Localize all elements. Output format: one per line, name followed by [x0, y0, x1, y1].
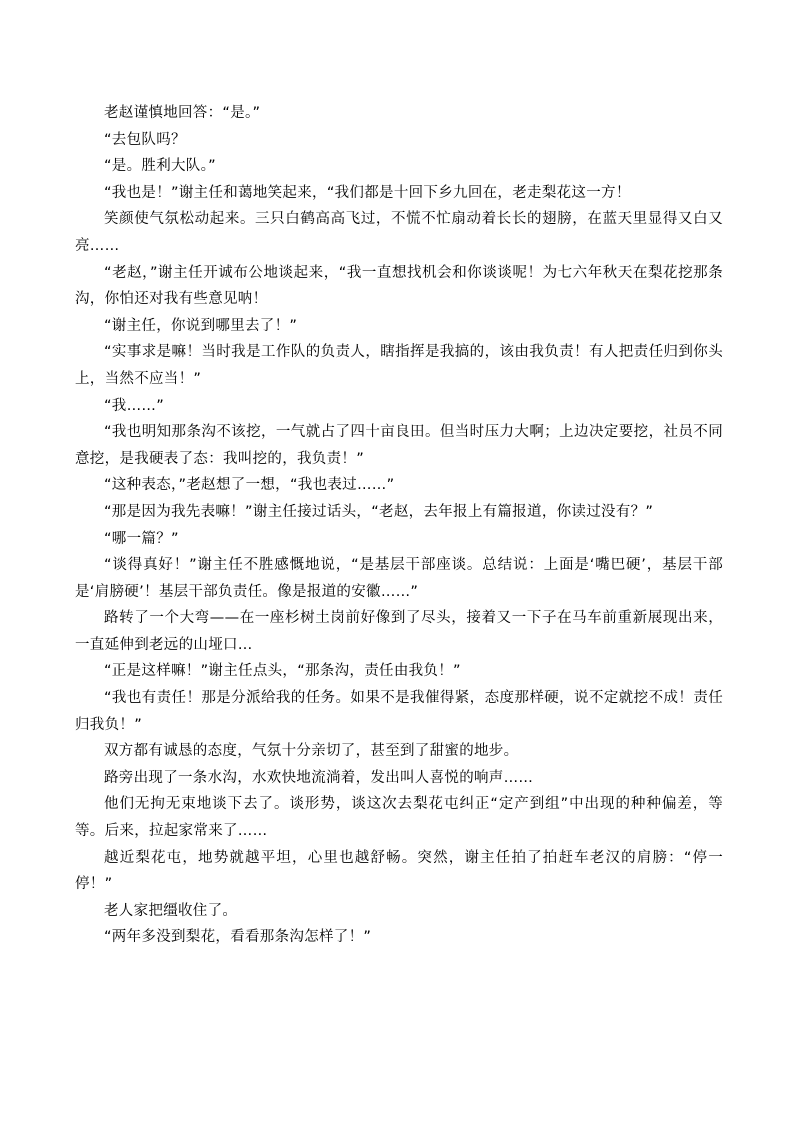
paragraph-5: 笑颜使气氛松动起来。三只白鹤高高飞过，不慌不忙扇动着长长的翅膀，在蓝天里显得又白又亮……: [75, 211, 723, 254]
paragraph-9: “我……”: [104, 397, 165, 414]
paragraph-21: 越近梨花屯，地势就越平坦，心里也越舒畅。突然，谢主任拍了拍赶车老汉的肩膀：“停一停！”: [75, 849, 723, 893]
paragraph-3: “是。胜利大队。”: [104, 158, 216, 175]
paragraph-12: “那是因为我先表嘛！”谢主任接过话头，“老赵，去年报上有篇报道，你读过没有？”: [104, 503, 654, 520]
paragraph-22: 老人家把缰收住了。: [104, 902, 238, 919]
paragraph-1: 老赵谨慎地回答：“是。”: [104, 105, 261, 121]
story-text: [75, 100, 723, 951]
paragraph-17: “我也有责任！那是分派给我的任务。如果不是我催得紧，态度那样硬，说不定就挖不成！责任归我负！”: [75, 690, 723, 733]
paragraph-2: “去包队吗？: [104, 131, 186, 148]
paragraph-7: “谢主任，你说到哪里去了！”: [104, 317, 298, 334]
paragraph-13: “哪一篇？”: [104, 530, 179, 547]
paragraph-16: “正是这样嘛！”谢主任点头，“那条沟，责任由我负！”: [104, 663, 461, 680]
paragraph-6: “老赵，”谢主任开诚布公地谈起来，“我一直想找机会和你谈谈呢！为七六年秋天在梨花挖那条沟，你怕还对我有些意见呐！: [75, 264, 723, 308]
paragraph-4: “我也是！”谢主任和蔼地笑起来，“我们都是十回下乡九回在，老走梨花这一方！: [104, 184, 631, 201]
paragraph-10: “我也明知那条沟不该挖，一气就占了四十亩良田。但当时压力大啊；上边决定要挖，社员不同意挖，是我硬表了态：我叫挖的，我负责！”: [75, 424, 723, 467]
paragraph-15: 路转了一个大弯——在一座杉树土岗前好像到了尽头，接着又一下子在马车前重新展现出来，一直延伸到老远的山垭口…: [75, 610, 723, 653]
paragraph-23: “两年多没到梨花，看看那条沟怎样了！”: [104, 929, 372, 946]
paragraph-8: “实事求是嘛！当时我是工作队的负责人，瞎指挥是我搞的，该由我负责！有人把责任归到你头上，当然不应当！”: [75, 344, 723, 387]
paragraph-18: 双方都有诚恳的态度，气氛十分亲切了，甚至到了甜蜜的地步。: [104, 743, 519, 760]
paragraph-11: “这种表态，”老赵想了一想，“我也表过……”: [104, 477, 395, 494]
paragraph-19: 路旁出现了一条水沟，水欢快地流淌着，发出叫人喜悦的响声……: [104, 769, 534, 786]
paragraph-14: “谈得真好！”谢主任不胜感慨地说，“是基层干部座谈。总结说：上面是‘嘴巴硬’，基层干部是‘肩膀硬’！基层干部负责任。像是报道的安徽……”: [75, 557, 723, 600]
paragraph-20: 他们无拘无束地谈下去了。谈形势，谈这次去梨花屯纠正“定产到组”中出现的种种偏差，等等。后来，拉起家常来了……: [75, 796, 723, 840]
